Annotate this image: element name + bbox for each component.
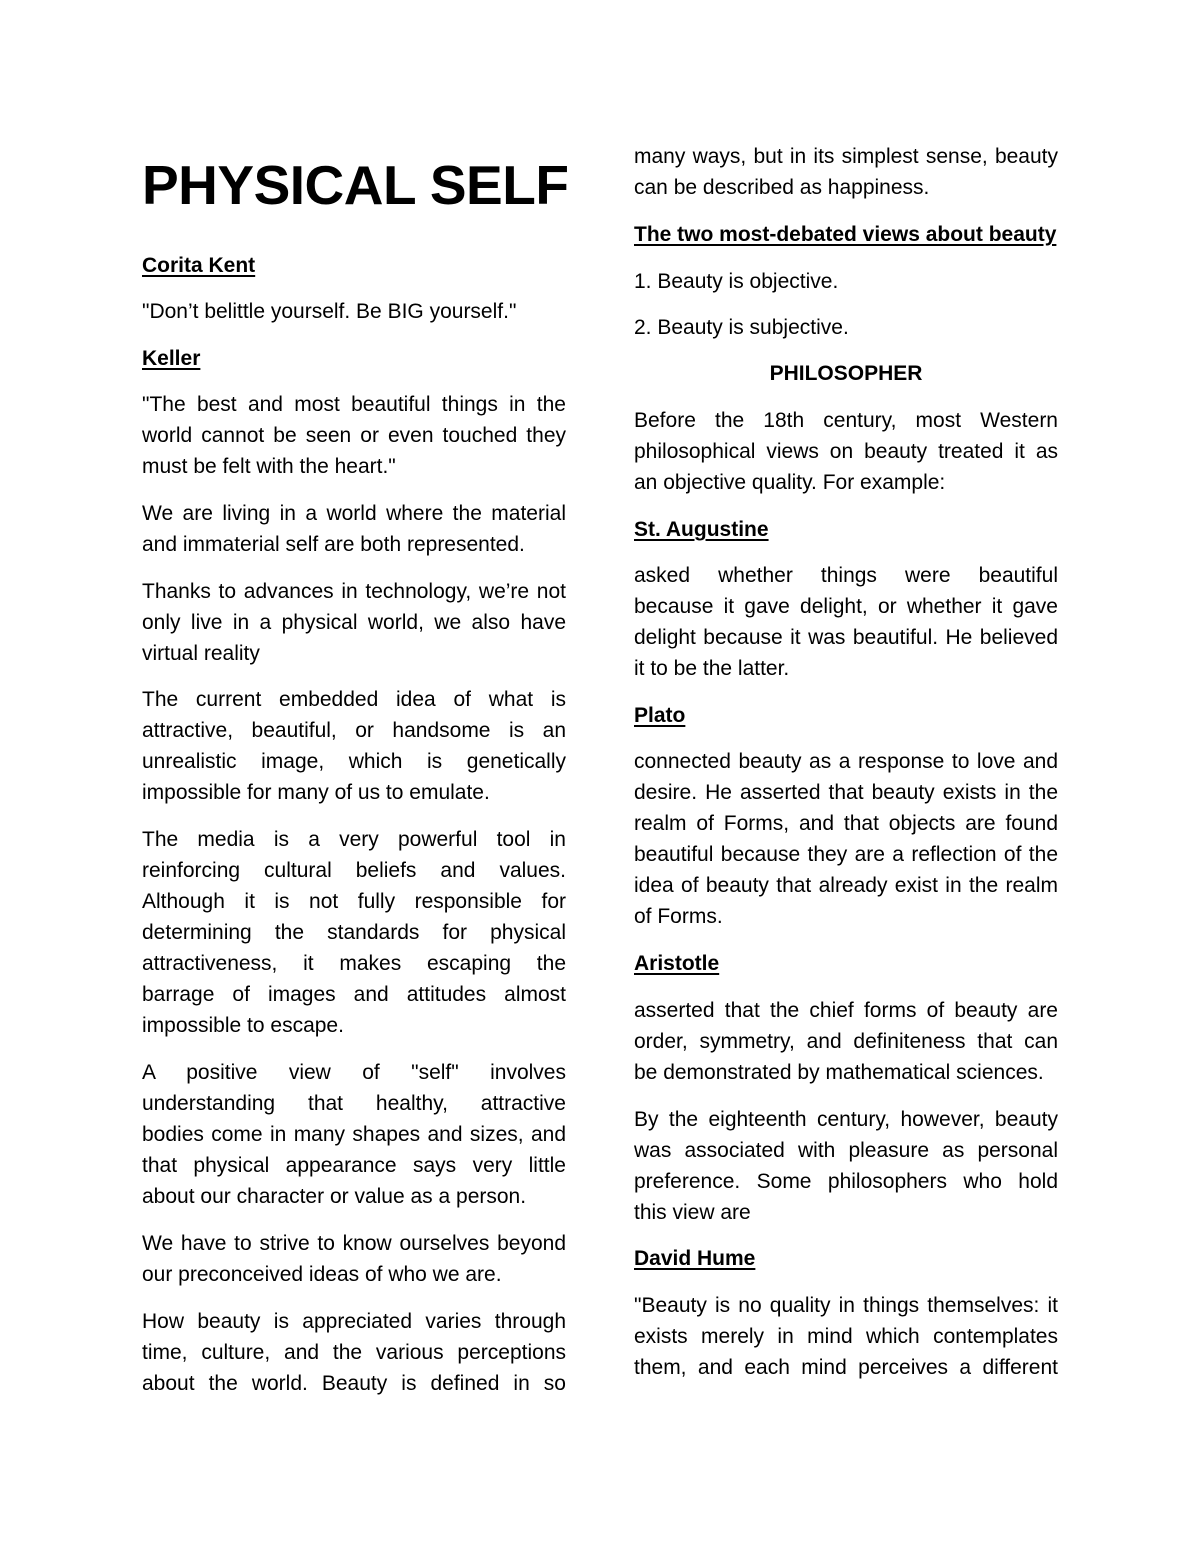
paragraph-line: asserted that the chief forms of beauty are — [634, 999, 1058, 1022]
keller-heading: Keller — [142, 347, 201, 370]
paragraph-line: about the world. Beauty is defined in so — [142, 1372, 566, 1395]
paragraph-line: beautiful because they are a reflection of the — [634, 843, 1058, 866]
paragraph-line: virtual reality — [142, 642, 260, 665]
augustine-heading: St. Augustine — [634, 518, 769, 541]
paragraph-line: barrage of images and attitudes almost — [142, 983, 566, 1006]
paragraph-line: many ways, but in its simplest sense, beauty — [634, 145, 1058, 168]
page-title: PHYSICAL SELF — [142, 154, 569, 216]
paragraph-line: Thanks to advances in technology, we’re not — [142, 580, 566, 603]
paragraph-line: realm of Forms, and that objects are found — [634, 812, 1058, 835]
paragraph-line: The current embedded idea of what is — [142, 688, 566, 711]
aristotle-heading: Aristotle — [634, 952, 720, 975]
paragraph-line: about our character or value as a person. — [142, 1185, 527, 1208]
paragraph-line: unrealistic image, which is genetically — [142, 750, 566, 773]
paragraph-line: attractive, beautiful, or handsome is an — [142, 719, 566, 742]
paragraph-line: delight because it was beautiful. He believed — [634, 626, 1058, 649]
paragraph-line: time, culture, and the various perceptions — [142, 1341, 566, 1364]
paragraph-line: and immaterial self are both represented. — [142, 533, 525, 556]
paragraph-line: The media is a very powerful tool in — [142, 828, 566, 851]
keller-quote-line: world cannot be seen or even touched they — [142, 424, 566, 447]
paragraph-line: A positive view of "self" involves — [142, 1061, 566, 1084]
paragraph-line: understanding that healthy, attractive — [142, 1092, 566, 1115]
paragraph-line: can be described as happiness. — [634, 176, 930, 199]
paragraph-line: We are living in a world where the material — [142, 502, 566, 525]
paragraph-line: Before the 18th century, most Western — [634, 409, 1058, 432]
paragraph-line: be demonstrated by mathematical sciences. — [634, 1061, 1044, 1084]
paragraph-line: our preconceived ideas of who we are. — [142, 1263, 502, 1286]
paragraph-line: them, and each mind perceives a different — [634, 1356, 1058, 1379]
keller-quote-line: "The best and most beautiful things in the — [142, 393, 566, 416]
paragraph-line: that physical appearance says very little — [142, 1154, 566, 1177]
paragraph-line: determining the standards for physical — [142, 921, 566, 944]
views-heading: The two most-debated views about beauty — [634, 223, 1057, 246]
paragraph-line: philosophical views on beauty treated it as — [634, 440, 1058, 463]
paragraph-line: of Forms. — [634, 905, 723, 928]
paragraph-line: desire. He asserted that beauty exists in the — [634, 781, 1058, 804]
view-item: 1. Beauty is objective. — [634, 270, 839, 293]
paragraph-line: By the eighteenth century, however, beauty — [634, 1108, 1058, 1131]
view-item: 2. Beauty is subjective. — [634, 316, 849, 339]
paragraph-line: an objective quality. For example: — [634, 471, 946, 494]
paragraph-line: only live in a physical world, we also have — [142, 611, 566, 634]
paragraph-line: connected beauty as a response to love and — [634, 750, 1058, 773]
paragraph-line: reinforcing cultural beliefs and values. — [142, 859, 566, 882]
corita-quote: "Don’t belittle yourself. Be BIG yourself." — [142, 300, 517, 323]
paragraph-line: How beauty is appreciated varies through — [142, 1310, 566, 1333]
paragraph-line: it to be the latter. — [634, 657, 790, 680]
paragraph-line: asked whether things were beautiful — [634, 564, 1058, 587]
paragraph-line: was associated with pleasure as personal — [634, 1139, 1058, 1162]
paragraph-line: bodies come in many shapes and sizes, and — [142, 1123, 566, 1146]
paragraph-line: We have to strive to know ourselves beyond — [142, 1232, 566, 1255]
paragraph-line: impossible to escape. — [142, 1014, 344, 1037]
paragraph-line: this view are — [634, 1201, 751, 1224]
paragraph-line: attractiveness, it makes escaping the — [142, 952, 566, 975]
paragraph-line: idea of beauty that already exist in the realm — [634, 874, 1058, 897]
plato-heading: Plato — [634, 704, 686, 727]
paragraph-line: "Beauty is no quality in things themselves: it — [634, 1294, 1058, 1317]
paragraph-line: order, symmetry, and definiteness that can — [634, 1030, 1058, 1053]
paragraph-line: because it gave delight, or whether it gave — [634, 595, 1058, 618]
corita-heading: Corita Kent — [142, 254, 256, 277]
keller-quote-line: must be felt with the heart." — [142, 455, 396, 478]
paragraph-line: Although it is not fully responsible for — [142, 890, 566, 913]
paragraph-line: exists merely in mind which contemplates — [634, 1325, 1058, 1348]
paragraph-line: preference. Some philosophers who hold — [634, 1170, 1058, 1193]
paragraph-line: impossible for many of us to emulate. — [142, 781, 490, 804]
hume-heading: David Hume — [634, 1247, 756, 1270]
philosopher-heading: PHILOSOPHER — [769, 362, 923, 385]
